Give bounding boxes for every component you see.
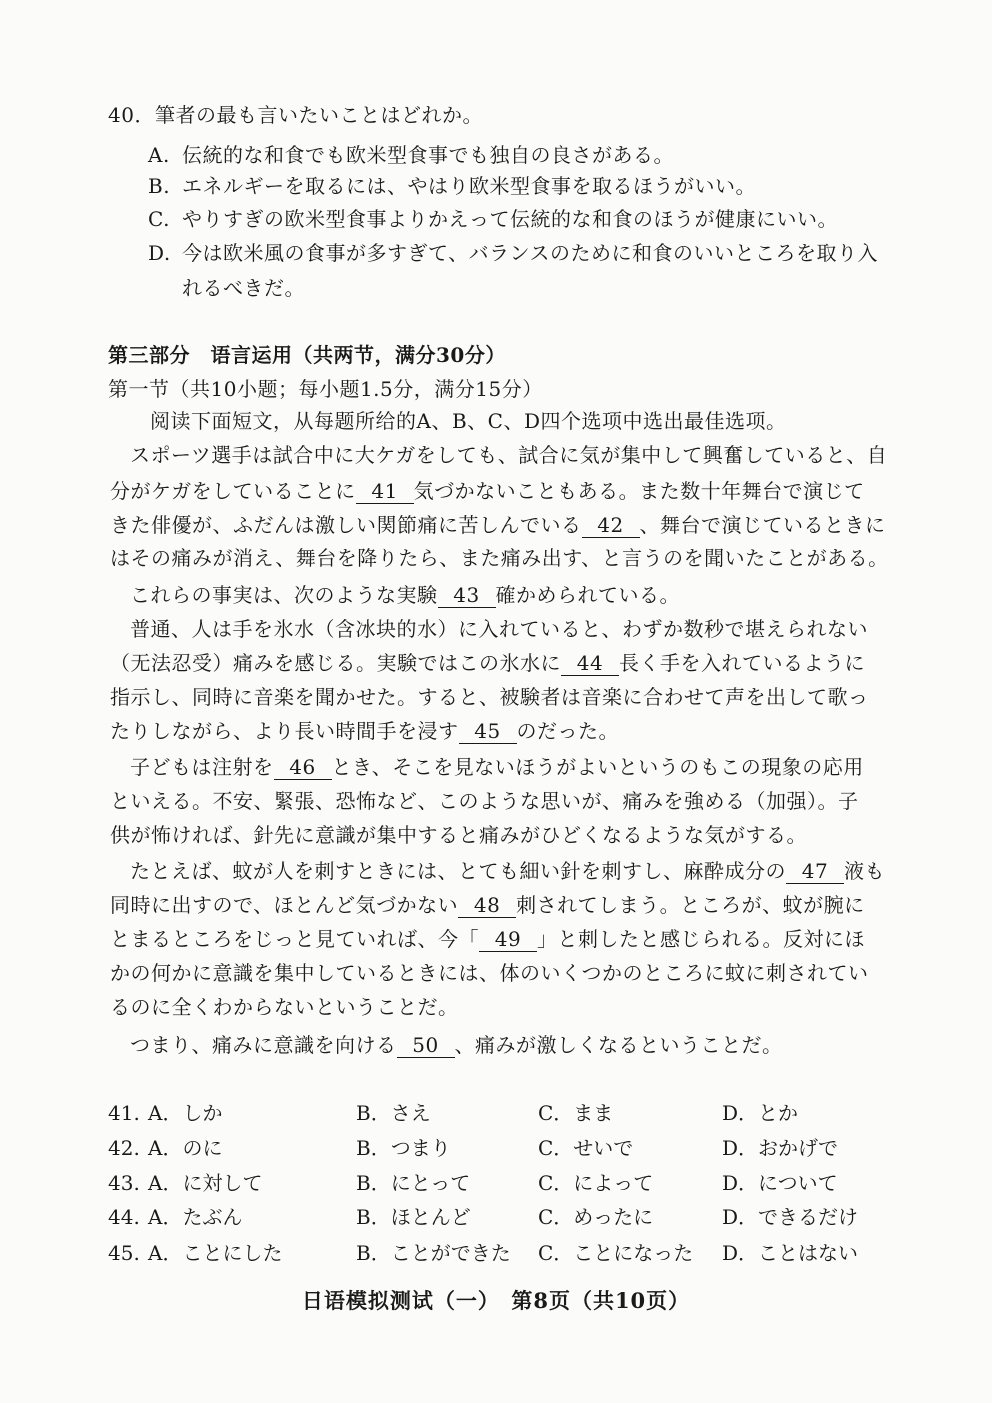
choice-b: B．にとって: [356, 1171, 471, 1195]
choice-d: D．ことはない: [722, 1241, 859, 1265]
option-text: 今は欧米風の食事が多すぎて、バランスのために和食のいいところを取り入: [182, 241, 878, 265]
part3-title: 第三部分 语言运用（共两节，满分30分）: [108, 343, 506, 367]
option-text: やりすぎの欧米型食事よりかえって伝統的な和食のほうが健康にいい。: [182, 207, 838, 231]
option-label: A.: [148, 143, 170, 167]
blank-43: 43: [438, 583, 496, 608]
q40-option-d-continuation: れるべきだ。: [182, 276, 305, 300]
blank-48: 48: [458, 893, 516, 918]
choice-d: D．とか: [722, 1101, 799, 1125]
choice-d: D．について: [722, 1171, 838, 1195]
passage-line: といえる。不安、緊張、恐怖など、このような思いが、痛みを強める（加强）。子: [110, 789, 859, 813]
choice-c: C．せいで: [538, 1136, 634, 1160]
passage-line: るのに全くわからないということだ。: [110, 995, 459, 1019]
blank-49: 49: [479, 927, 537, 952]
page-footer: 日语模拟测试（一） 第8页（共10页）: [301, 1288, 691, 1313]
passage-line: たとえば、蚊が人を刺すときには、とても細い針を刺すし、麻酔成分の 47 液も: [130, 859, 885, 883]
blank-42: 42: [582, 513, 640, 538]
choice-row-41: [108, 1098, 908, 1128]
blank-45: 45: [459, 719, 517, 744]
blank-44: 44: [561, 651, 619, 676]
question-number: 41.: [108, 1101, 140, 1125]
blank-50: 50: [397, 1033, 455, 1058]
choice-c: C．めったに: [538, 1205, 654, 1229]
passage-line: 指示し、同時に音楽を聞かせた。すると、被験者は音楽に合わせて声を出して歌っ: [110, 685, 869, 709]
choice-c: C．まま: [538, 1101, 614, 1125]
question-number: 45.: [108, 1241, 140, 1265]
choice-row-45: [108, 1238, 908, 1268]
option-label: D.: [148, 241, 171, 265]
choice-a: A．しか: [148, 1101, 223, 1125]
question-number: 42.: [108, 1136, 140, 1160]
choice-a: A．に対して: [148, 1171, 263, 1195]
choice-d: D．おかげで: [722, 1136, 839, 1160]
blank-41: 41: [356, 479, 414, 504]
passage-line: とまるところをじっと見ていれば、今「 49 」と刺したと感じられる。反対にほ: [110, 927, 865, 951]
choice-a: A．のに: [148, 1136, 223, 1160]
passage-line: 供が怖ければ、針先に意識が集中すると痛みがひどくなるような気がする。: [110, 823, 807, 847]
passage-line: スポーツ選手は試合中に大ケガをしても、試合に気が集中して興奮していると、自: [130, 443, 888, 467]
choice-b: B．ほとんど: [356, 1205, 471, 1229]
passage-line: 普通、人は手を氷水（含冰块的水）に入れていると、わずか数秒で堪えられない: [130, 617, 868, 641]
blank-46: 46: [274, 755, 332, 780]
instruction: 阅读下面短文，从每题所给的A、B、C、D四个选项中选出最佳选项。: [150, 409, 787, 433]
choice-row-42: [108, 1133, 908, 1163]
choice-d: D．できるだけ: [722, 1205, 859, 1229]
choice-c: C．によって: [538, 1171, 654, 1195]
passage-line: きた俳優が、ふだんは激しい関節痛に苦しんでいる 42 、舞台で演じているときに: [110, 513, 886, 537]
passage-line: たりしながら、より長い時間手を浸す 45 のだった。: [110, 719, 619, 743]
passage-line: つまり、痛みに意識を向ける 50 、痛みが激しくなるということだ。: [130, 1033, 783, 1057]
passage-line: かの何かに意識を集中しているときには、体のいくつかのところに蚊に刺されてい: [110, 961, 869, 985]
blank-47: 47: [786, 859, 844, 884]
q40-option-d: [148, 238, 878, 268]
q40-option-a: [148, 140, 674, 170]
option-text: エネルギーを取るには、やはり欧米型食事を取るほうがいい。: [182, 174, 756, 198]
q40-option-c: [148, 204, 838, 234]
choice-b: B．さえ: [356, 1101, 431, 1125]
question-number: 43.: [108, 1171, 140, 1195]
passage-line: （无法忍受）痛みを感じる。実験ではこの氷水に 44 長く手を入れているように: [110, 651, 865, 675]
passage-line: 同時に出すので、ほとんど気づかない 48 刺されてしまう。ところが、蚊が腕に: [110, 893, 865, 917]
choice-row-44: [108, 1202, 908, 1232]
q40-option-b: [148, 171, 756, 201]
option-text: 伝統的な和食でも欧米型食事でも独自の良さがある。: [182, 143, 674, 167]
option-label: C.: [148, 207, 170, 231]
choice-a: A．ことにした: [148, 1241, 283, 1265]
passage-line: 分がケガをしていることに 41 気づかないこともある。また数十年舞台で演じて: [110, 479, 865, 503]
question-number: 44.: [108, 1205, 140, 1229]
passage-line: はその痛みが消え、舞台を降りたら、また痛み出す、と言うのを聞いたことがある。: [110, 546, 889, 570]
choice-a: A．たぶん: [148, 1205, 243, 1229]
choice-b: B．つまり: [356, 1136, 451, 1160]
passage-line: これらの事実は、次のような実験 43 確かめられている。: [130, 583, 680, 607]
option-label: B.: [148, 174, 171, 198]
choice-row-43: [108, 1168, 908, 1198]
passage-line: 子どもは注射を 46 とき、そこを見ないほうがよいというのもこの現象の応用: [130, 755, 864, 779]
choice-c: C．ことになった: [538, 1241, 694, 1265]
question-40-stem: 40．筆者の最も言いたいことはどれか。: [108, 103, 483, 127]
section1-title: 第一节（共10小题；每小题1.5分，满分15分）: [108, 377, 543, 401]
choice-b: B．ことができた: [356, 1241, 511, 1265]
